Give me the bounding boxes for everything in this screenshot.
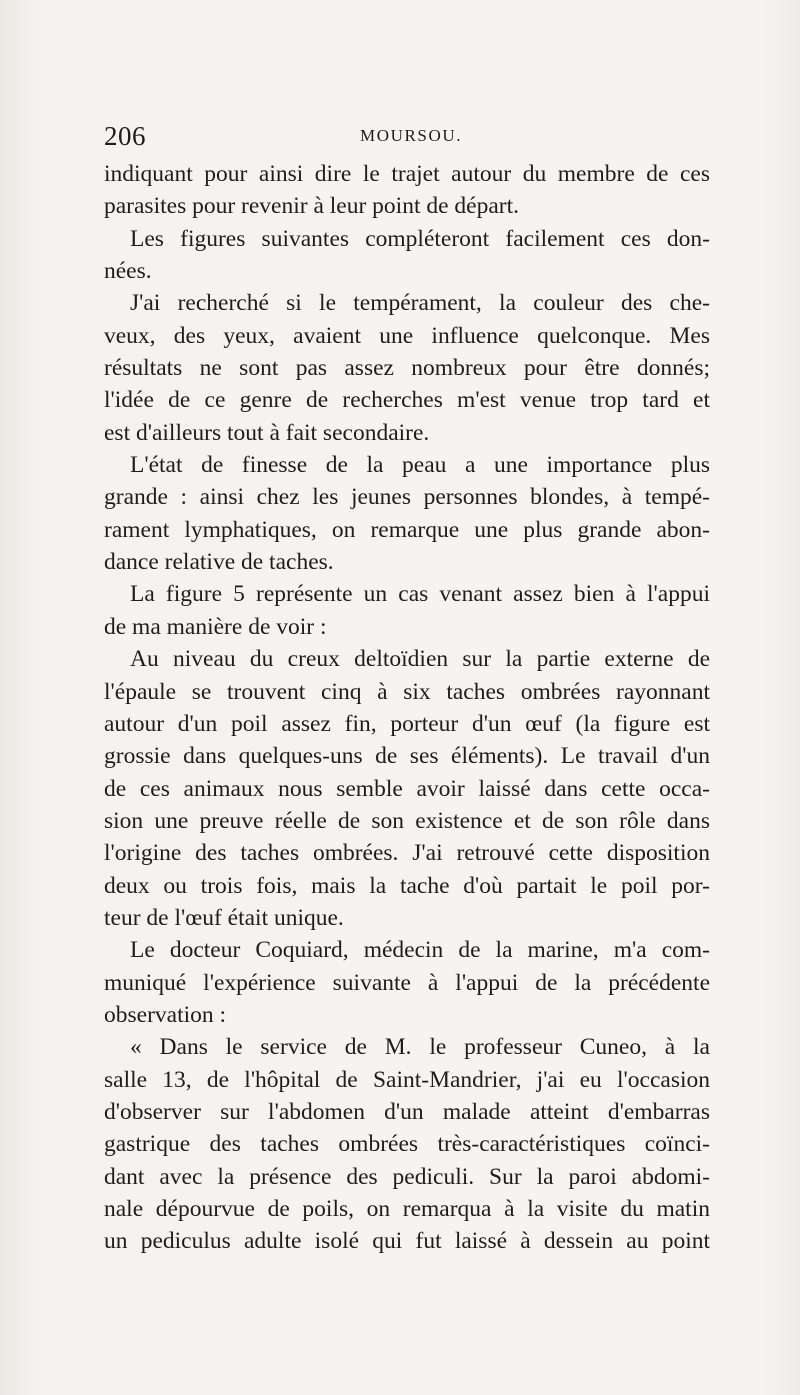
text-line: muniqué l'expérience suivante à l'appui de la précédente (104, 969, 710, 996)
text-line: salle 13, de l'hôpital de Saint-Mandrier, j'ai eu l'occasion (104, 1066, 710, 1093)
body-text (104, 158, 710, 1258)
text-line: teur de l'œuf était unique. (104, 904, 344, 931)
text-line: indiquant pour ainsi dire le trajet autour du membre de ces (104, 161, 710, 187)
text-line: veux, des yeux, avaient une influence quelconque. Mes (104, 322, 710, 349)
text-line: Le docteur Coquiard, médecin de la marine, m'a com- (130, 937, 710, 964)
text-line: autour d'un poil assez fin, porteur d'un œuf (la figure est (104, 710, 710, 737)
text-line: parasites pour revenir à leur point de départ. (104, 193, 520, 220)
text-line: l'épaule se trouvent cinq à six taches ombrées rayonnant (104, 678, 710, 705)
text-line: nées. (104, 258, 152, 285)
text-line: L'état de finesse de la peau a une importance plus (130, 452, 710, 479)
text-line: grande : ainsi chez les jeunes personnes blondes, à tempé- (104, 484, 710, 511)
running-head: MOURSOU. (360, 126, 463, 145)
page-header (104, 118, 714, 154)
text-line: grossie dans quelques-uns de ses éléments). Le travail d'un (104, 743, 710, 770)
text-line: de ma manière de voir : (104, 613, 327, 640)
text-line: un pediculus adulte isolé qui fut laissé à dessein au point (104, 1228, 710, 1255)
text-line: dance relative de taches. (104, 549, 334, 576)
text-line: gastrique des taches ombrées très-caractéristiques coïnci- (104, 1131, 710, 1158)
text-line: « Dans le service de M. le professeur Cuneo, à la (130, 1034, 710, 1061)
text-line: dant avec la présence des pediculi. Sur la paroi abdomi- (104, 1163, 710, 1190)
text-line: deux ou trois fois, mais la tache d'où partait le poil por- (104, 872, 710, 899)
text-line: l'idée de ce genre de recherches m'est venue trop tard et (104, 387, 710, 414)
text-line: J'ai recherché si le tempérament, la couleur des che- (130, 290, 710, 317)
text-line: d'observer sur l'abdomen d'un malade atteint d'embarras (104, 1098, 710, 1125)
text-line: nale dépourvue de poils, on remarqua à la visite du matin (104, 1196, 710, 1222)
text-line: sion une preuve réelle de son existence et de son rôle dans (104, 807, 710, 834)
text-line: est d'ailleurs tout à fait secondaire. (104, 419, 430, 446)
text-line: de ces animaux nous semble avoir laissé dans cette occa- (104, 775, 710, 802)
text-line: résultats ne sont pas assez nombreux pour être donnés; (104, 355, 710, 382)
text-line: observation : (104, 1001, 227, 1028)
text-line: l'origine des taches ombrées. J'ai retrouvé cette disposition (104, 840, 710, 867)
page-number: 206 (104, 121, 146, 151)
text-line: La figure 5 représente un cas venant assez bien à l'appui (130, 581, 710, 608)
text-line: rament lymphatiques, on remarque une plus grande abon- (104, 516, 710, 543)
text-line: Au niveau du creux deltoïdien sur la partie externe de (130, 646, 710, 673)
text-line: Les figures suivantes compléteront facilement ces don- (130, 225, 710, 252)
